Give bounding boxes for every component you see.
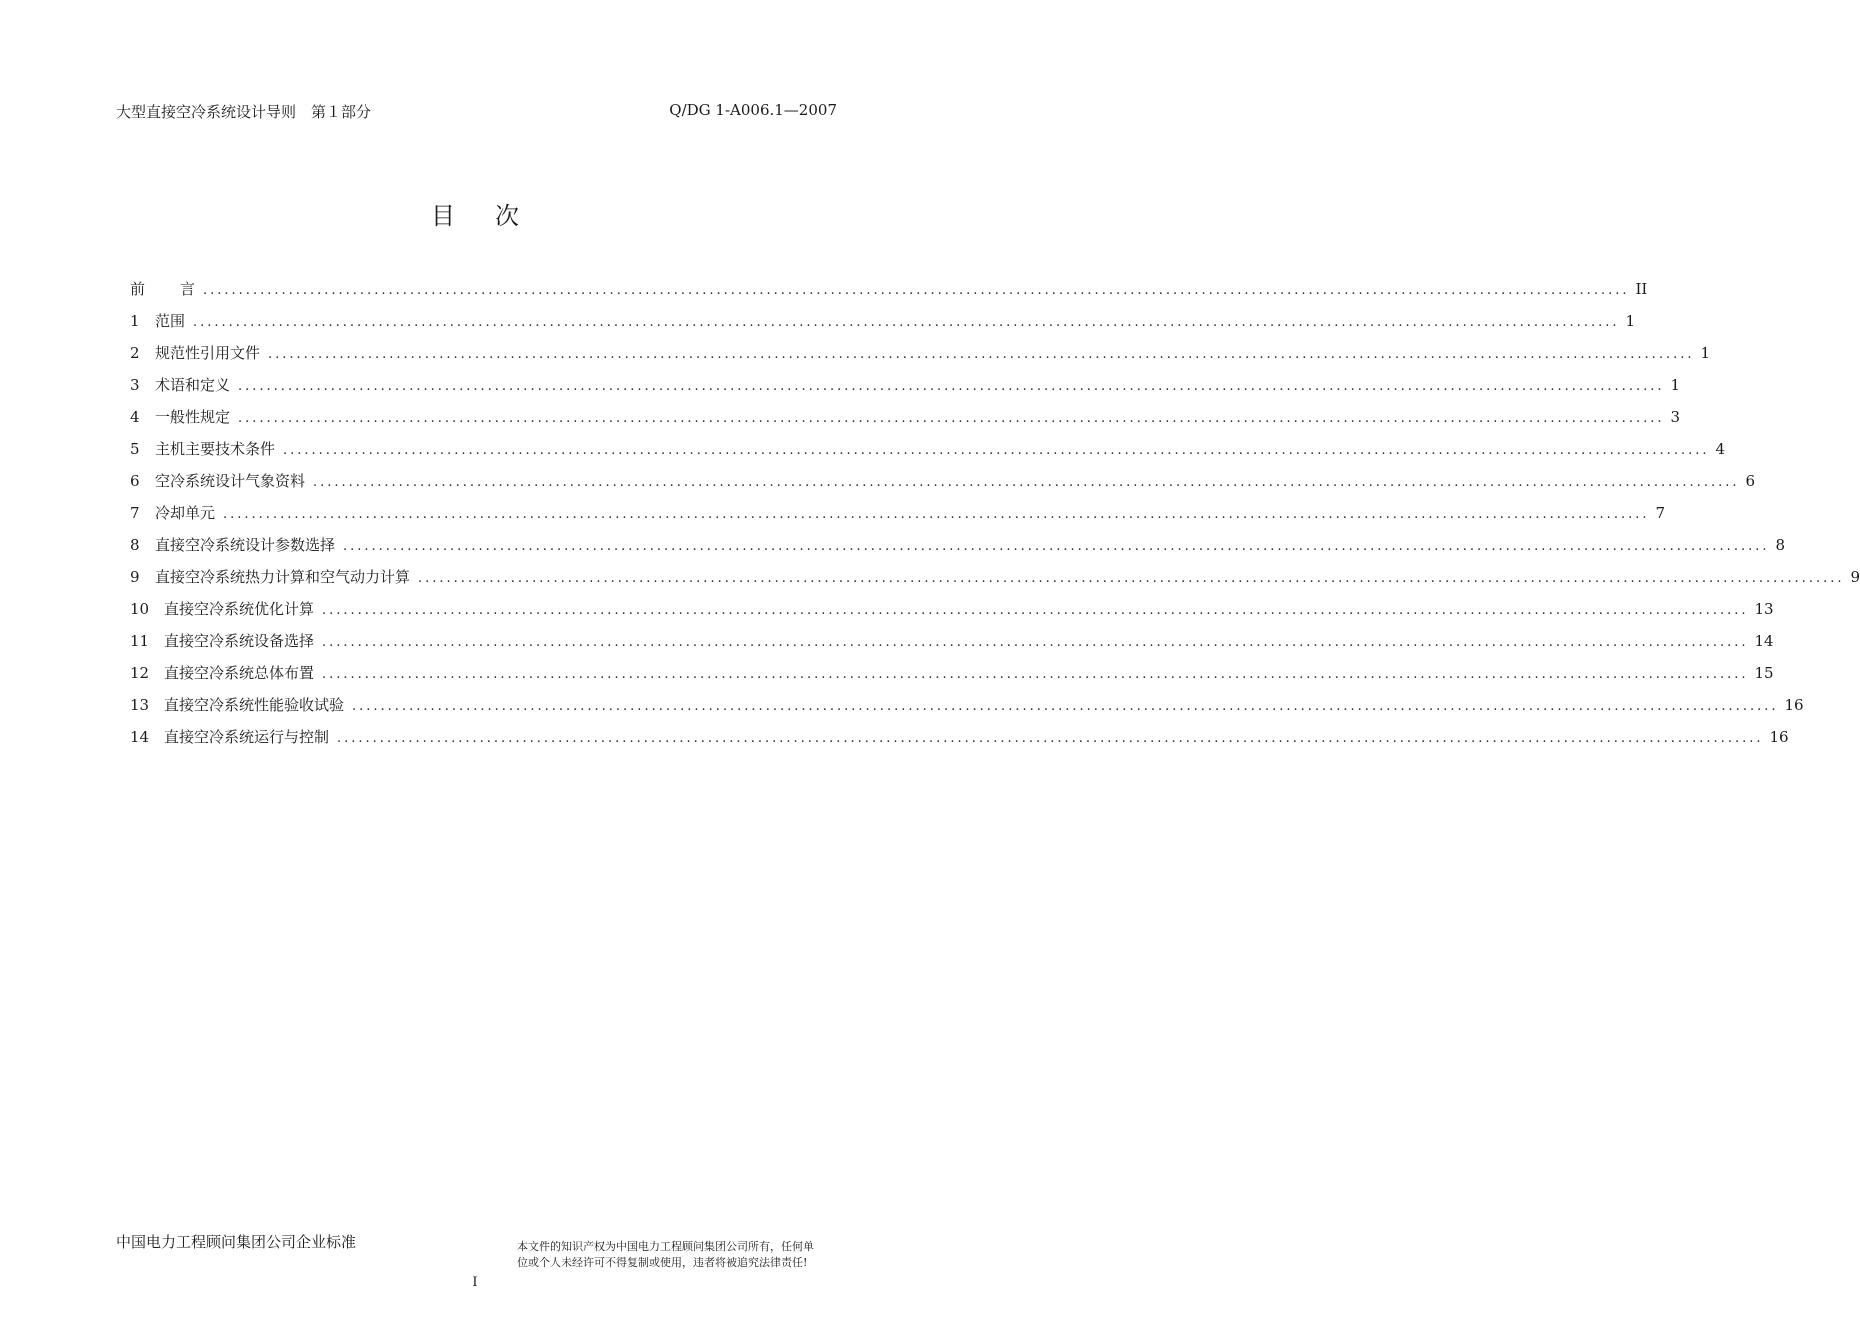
toc-entry-label: 直接空冷系统设备选择 <box>164 632 315 650</box>
toc-entry-label: 范围 <box>155 312 186 330</box>
toc-entry-page: 3 <box>1670 408 1681 426</box>
toc-entry-page: 15 <box>1754 664 1774 682</box>
toc-entry-number: 13 <box>130 696 150 714</box>
toc-entry-page: 1 <box>1670 376 1681 394</box>
toc-entry-number: 11 <box>130 632 150 650</box>
toc-entry-number: 12 <box>130 664 150 682</box>
toc-dot-leader: ........................................................................................................................................................................................................ <box>283 443 1710 458</box>
document-code: Q/DG 1-A006.1—2007 <box>669 101 837 119</box>
toc-entry-label: 直接空冷系统设计参数选择 <box>155 536 336 554</box>
toc-entry-number: 14 <box>130 728 150 746</box>
toc-entry-page: 1 <box>1625 312 1636 330</box>
toc-entry-page: 7 <box>1655 504 1666 522</box>
toc-entry-13[interactable] <box>130 694 1804 726</box>
toc-dot-leader: ........................................................................................................................................................................................................ <box>322 667 1749 682</box>
toc-entry-10[interactable] <box>130 598 1774 630</box>
toc-dot-leader: ........................................................................................................................................................................................................ <box>238 411 1665 426</box>
toc-entry-number: 7 <box>130 504 140 522</box>
toc-entry-14[interactable] <box>130 726 1789 758</box>
toc-entry-6[interactable] <box>130 470 1756 502</box>
toc-entry-number: 5 <box>130 440 140 458</box>
toc-entry-3[interactable] <box>130 374 1681 406</box>
toc-dot-leader: ........................................................................................................................................................................................................ <box>322 603 1749 618</box>
toc-entry-1[interactable] <box>130 310 1636 342</box>
toc-dot-leader: ........................................................................................................................................................................................................ <box>343 539 1770 554</box>
toc-entry-label: 直接空冷系统运行与控制 <box>164 728 330 746</box>
toc-entry-page: 4 <box>1715 440 1726 458</box>
toc-entry-label: 直接空冷系统优化计算 <box>164 600 315 618</box>
toc-entry-page: 13 <box>1754 600 1774 618</box>
toc-entry-8[interactable] <box>130 534 1786 566</box>
toc-entry-number: 6 <box>130 472 140 490</box>
toc-entry-foreword[interactable] <box>130 278 1648 310</box>
toc-entry-5[interactable] <box>130 438 1726 470</box>
toc-entry-label: 一般性规定 <box>155 408 231 426</box>
toc-entry-12[interactable] <box>130 662 1774 694</box>
footer-organization: 中国电力工程顾问集团公司企业标准 <box>116 1233 357 1251</box>
toc-dot-leader: ........................................................................................................................................................................................................ <box>352 699 1779 714</box>
toc-entry-7[interactable] <box>130 502 1666 534</box>
toc-entry-4[interactable] <box>130 406 1681 438</box>
toc-entry-page: 16 <box>1784 696 1804 714</box>
toc-entry-page: II <box>1635 280 1648 298</box>
toc-dot-leader: ........................................................................................................................................................................................................ <box>313 475 1740 490</box>
toc-entry-2[interactable] <box>130 342 1711 374</box>
toc-entry-page: 9 <box>1850 568 1860 586</box>
toc-entry-label: 空冷系统设计气象资料 <box>155 472 306 490</box>
toc-entry-label: 直接空冷系统热力计算和空气动力计算 <box>155 568 411 586</box>
toc-dot-leader: ........................................................................................................................................................................................................ <box>238 379 1665 394</box>
toc-dot-leader: ........................................................................................................................................................................................................ <box>223 507 1650 522</box>
toc-entry-page: 1 <box>1700 344 1711 362</box>
page-number: I <box>472 1275 478 1290</box>
toc-entry-label: 规范性引用文件 <box>155 344 261 362</box>
toc-entry-number: 4 <box>130 408 140 426</box>
toc-entry-9[interactable] <box>130 566 1860 598</box>
toc-entry-label: 主机主要技术条件 <box>155 440 276 458</box>
toc-dot-leader: ........................................................................................................................................................................................................ <box>268 347 1695 362</box>
toc-entry-number: 1 <box>130 312 140 330</box>
toc-entry-label: 术语和定义 <box>155 376 231 394</box>
toc-entry-number: 8 <box>130 536 140 554</box>
toc-entry-label: 冷却单元 <box>155 504 216 522</box>
toc-entry-number: 10 <box>130 600 150 618</box>
table-of-contents <box>130 278 1860 758</box>
toc-dot-leader: ........................................................................................................................................................................................................ <box>337 731 1764 746</box>
toc-heading: 目次 <box>431 202 559 230</box>
toc-entry-page: 14 <box>1754 632 1774 650</box>
copyright-notice-line: 本文件的知识产权为中国电力工程顾问集团公司所有，任何单 <box>517 1240 814 1253</box>
toc-dot-leader: ........................................................................................................................................................................................................ <box>193 315 1620 330</box>
toc-dot-leader: ........................................................................................................................................................................................................ <box>203 283 1630 298</box>
toc-entry-page: 6 <box>1745 472 1756 490</box>
toc-entry-label: 直接空冷系统总体布置 <box>164 664 315 682</box>
toc-dot-leader: ........................................................................................................................................................................................................ <box>322 635 1749 650</box>
toc-entry-page: 16 <box>1769 728 1789 746</box>
toc-entry-11[interactable] <box>130 630 1774 662</box>
copyright-notice-line: 位或个人未经许可不得复制或使用，违者将被追究法律责任! <box>517 1256 808 1269</box>
toc-entry-number: 9 <box>130 568 140 586</box>
toc-dot-leader: ........................................................................................................................................................................................................ <box>418 571 1845 586</box>
toc-entry-number: 3 <box>130 376 140 394</box>
copyright-notice <box>517 1239 847 1271</box>
toc-entry-number: 2 <box>130 344 140 362</box>
toc-entry-label: 直接空冷系统性能验收试验 <box>164 696 345 714</box>
toc-entry-label: 前言 <box>130 280 231 298</box>
running-header-title: 大型直接空冷系统设计导则 第１部分 <box>116 103 372 121</box>
toc-entry-page: 8 <box>1775 536 1786 554</box>
